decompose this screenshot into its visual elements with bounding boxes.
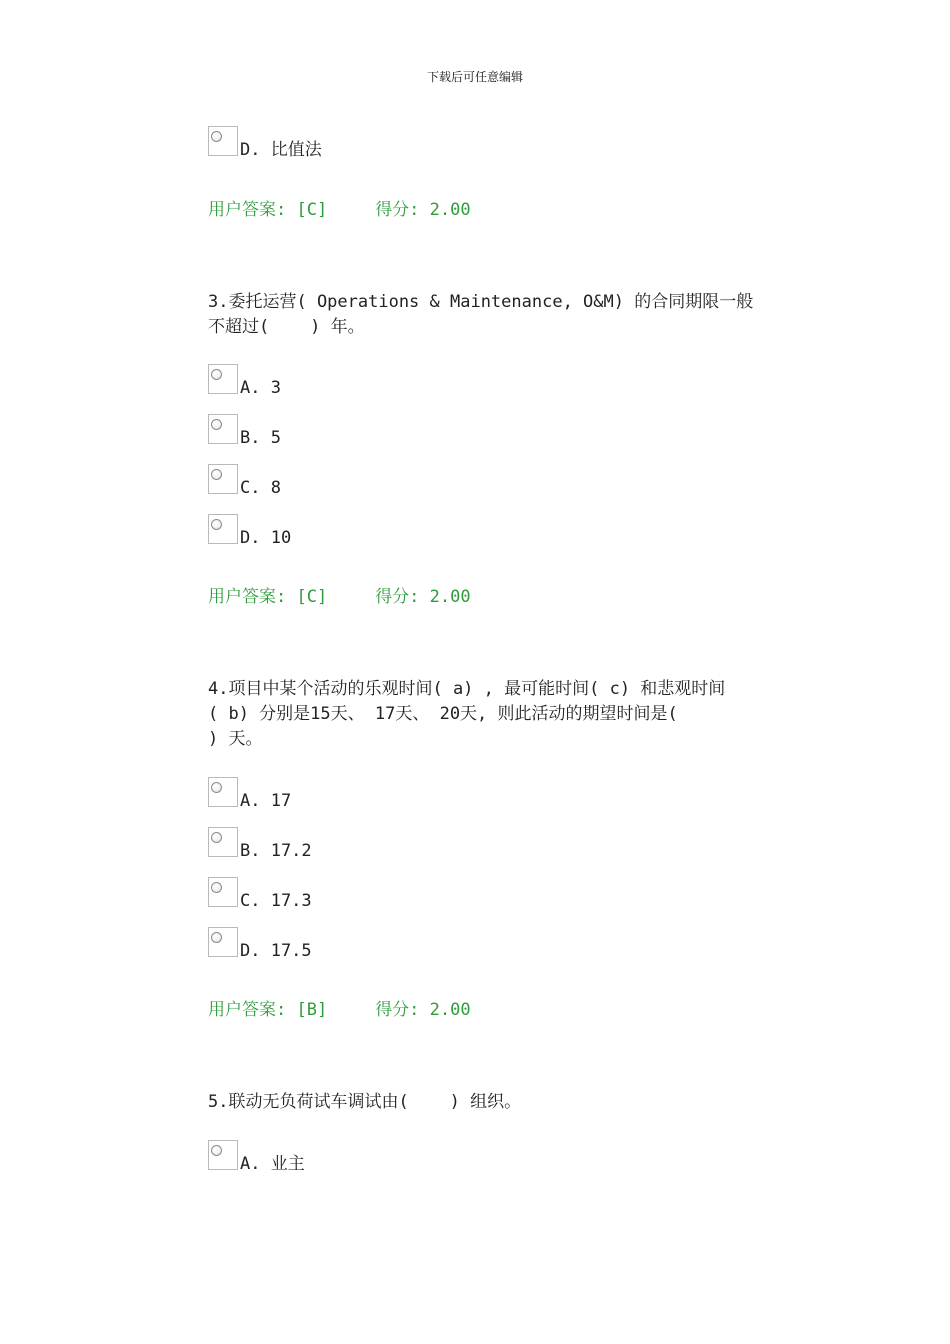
answer-line bbox=[208, 999, 471, 1021]
radio-circle-icon bbox=[211, 932, 222, 943]
radio-button[interactable] bbox=[208, 777, 238, 807]
option-d[interactable] bbox=[208, 925, 312, 961]
option-a[interactable] bbox=[208, 362, 281, 398]
option-label: B. 17.2 bbox=[240, 841, 312, 861]
option-label: A. 业主 bbox=[240, 1154, 305, 1174]
option-label: C. 17.3 bbox=[240, 891, 312, 911]
option-label: D. 比值法 bbox=[240, 140, 322, 160]
question-text: 5.联动无负荷试车调试由( ) 组织。 bbox=[208, 1092, 522, 1112]
option-label: B. 5 bbox=[240, 428, 281, 448]
option-label: D. 10 bbox=[240, 528, 292, 548]
user-answer: 用户答案: [B] bbox=[208, 1000, 328, 1020]
user-answer: 用户答案: [C] bbox=[208, 587, 328, 607]
option-a[interactable] bbox=[208, 775, 292, 811]
radio-circle-icon bbox=[211, 519, 222, 530]
radio-button[interactable] bbox=[208, 877, 238, 907]
option-label: C. 8 bbox=[240, 478, 281, 498]
page-header-note: 下载后可任意编辑 bbox=[426, 70, 523, 84]
radio-button[interactable] bbox=[208, 414, 238, 444]
option-b[interactable] bbox=[208, 412, 281, 448]
user-answer: 用户答案: [C] bbox=[208, 200, 328, 220]
radio-circle-icon bbox=[211, 469, 222, 480]
radio-circle-icon bbox=[211, 832, 222, 843]
radio-button[interactable] bbox=[208, 126, 238, 156]
option-c[interactable] bbox=[208, 875, 312, 911]
score: 得分: 2.00 bbox=[375, 587, 471, 607]
answer-line bbox=[208, 199, 471, 221]
answer-line bbox=[208, 586, 471, 608]
radio-button[interactable] bbox=[208, 364, 238, 394]
score: 得分: 2.00 bbox=[375, 200, 471, 220]
radio-circle-icon bbox=[211, 369, 222, 380]
radio-circle-icon bbox=[211, 782, 222, 793]
radio-circle-icon bbox=[211, 882, 222, 893]
radio-button[interactable] bbox=[208, 827, 238, 857]
option-label: A. 3 bbox=[240, 378, 281, 398]
radio-circle-icon bbox=[211, 131, 222, 142]
option-label: D. 17.5 bbox=[240, 941, 312, 961]
option-b[interactable] bbox=[208, 825, 312, 861]
radio-circle-icon bbox=[211, 1145, 222, 1156]
option-d[interactable] bbox=[208, 512, 292, 548]
question-text: 3.委托运营( Operations & Maintenance, O&M) 的合同期限一般 不超过( ) 年。 bbox=[208, 292, 754, 337]
score: 得分: 2.00 bbox=[375, 1000, 471, 1020]
radio-button[interactable] bbox=[208, 464, 238, 494]
option-d[interactable] bbox=[208, 124, 322, 160]
radio-circle-icon bbox=[211, 419, 222, 430]
radio-button[interactable] bbox=[208, 514, 238, 544]
radio-button[interactable] bbox=[208, 1140, 238, 1170]
question-text: 4.项目中某个活动的乐观时间( a) , 最可能时间( c) 和悲观时间 ( b) 分别是15天、 17天、 20天, 则此活动的期望时间是( ) 天。 bbox=[208, 679, 726, 749]
option-label: A. 17 bbox=[240, 791, 292, 811]
radio-button[interactable] bbox=[208, 927, 238, 957]
option-c[interactable] bbox=[208, 462, 281, 498]
option-a[interactable] bbox=[208, 1138, 305, 1174]
